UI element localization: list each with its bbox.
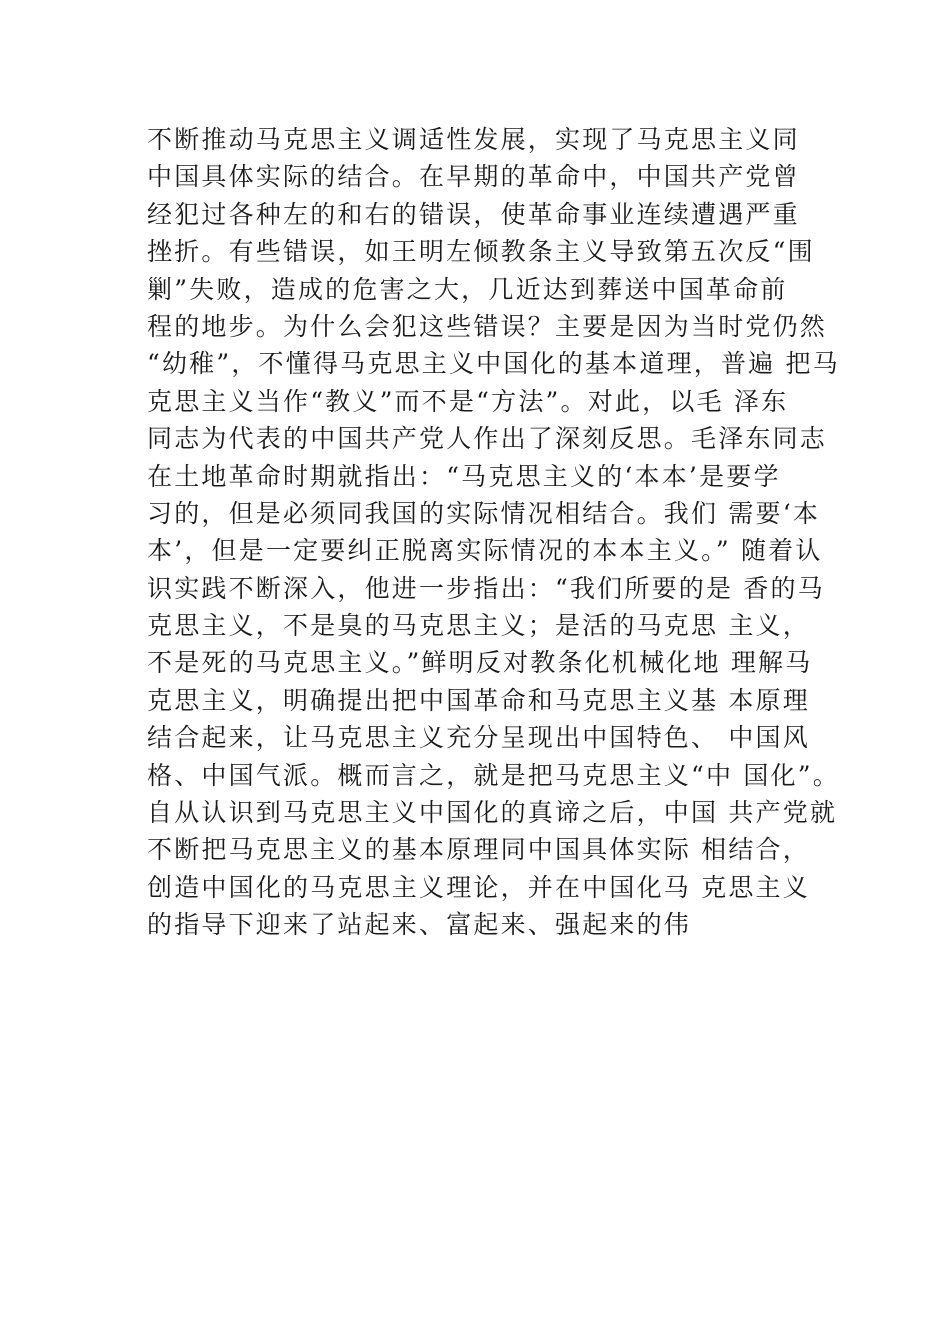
text-line-9: 同志为代表的中国共产党人作出了深刻反思。毛泽东同志 (147, 424, 828, 454)
text-line-22: 的指导下迎来了站起来、富起来、强起来的伟 (147, 910, 692, 940)
text-line-18: 格、中国气派。概而言之，就是把马克思主义“中 国化”。 (147, 760, 840, 790)
text-line-3: 经犯过各种左的和右的错误，使革命事业连续遭遇严重 (147, 199, 800, 229)
text-line-4: 挫折。有些错误，如王明左倾教条主义导致第五次反“围 (147, 237, 815, 267)
body-paragraph (147, 121, 847, 944)
text-line-21: 创造中国化的马克思主义理论，并在中国化马 克思主义 (147, 872, 810, 902)
text-line-15: 不是死的马克思主义。”鲜明反对教条化机械化地 理解马 (147, 648, 813, 678)
text-line-5: 剿”失败，造成的危害之大，几近达到葬送中国革命前 (147, 274, 788, 304)
text-line-2: 中国具体实际的结合。在早期的革命中，中国共产党曾 (147, 162, 800, 192)
text-line-13: 识实践不断深入，他进一步指出：“我们所要的是 香的马 (147, 573, 825, 603)
text-line-14: 克思主义，不是臭的马克思主义；是活的马克思 主义， (147, 611, 810, 641)
text-line-16: 克思主义，明确提出把中国革命和马克思主义基 本原理 (147, 685, 810, 715)
text-line-6: 程的地步。为什么会犯这些错误？主要是因为当时党仍然 (147, 311, 828, 341)
text-line-10: 在土地革命时期就指出：“马克思主义的‘本本’是要学 (147, 461, 781, 491)
text-line-1: 不断推动马克思主义调适性发展，实现了马克思主义同 (147, 125, 800, 154)
text-line-11: 习的，但是必须同我国的实际情况相结合。我们 需要‘本 (147, 498, 821, 528)
text-line-17: 结合起来，让马克思主义充分呈现出中国特色、 中国风 (147, 723, 810, 753)
text-line-19: 自从认识到马克思主义中国化的真谛之后，中国 共产党就 (147, 798, 838, 828)
text-line-12: 本’，但是一定要纠正脱离实际情况的本本主义。” 随着认 (147, 536, 823, 566)
text-line-7: “幼稚”，不懂得马克思主义中国化的基本道理，普遍 把马 (147, 349, 840, 379)
text-line-20: 不断把马克思主义的基本原理同中国具体实际 相结合， (147, 835, 810, 865)
text-line-8: 克思主义当作“教义”而不是“方法”。对此，以毛 泽东 (147, 386, 789, 416)
